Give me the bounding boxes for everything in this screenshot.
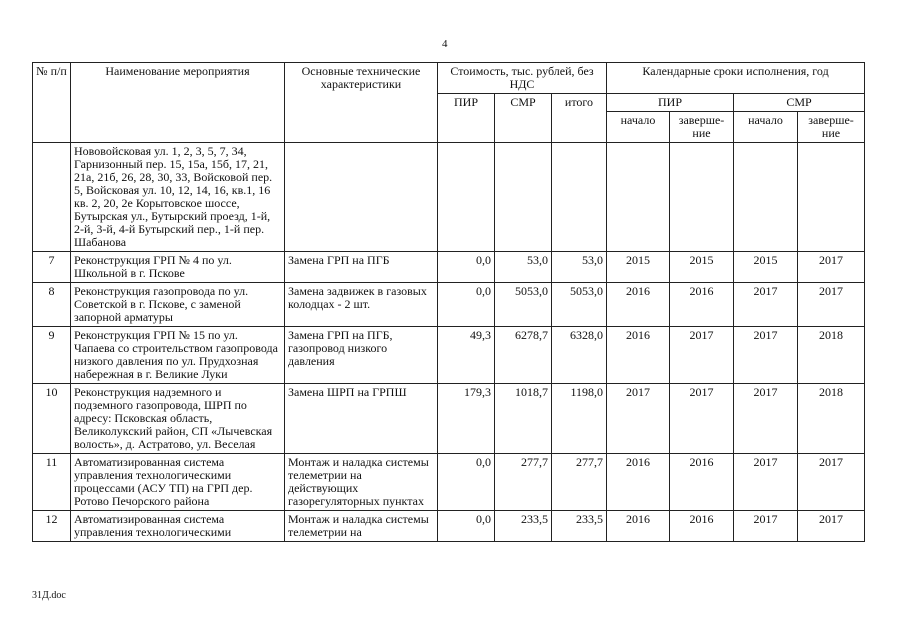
cell-smr-end: 2017 <box>798 511 865 542</box>
cell-smr <box>495 143 552 252</box>
cell-smr-end: 2018 <box>798 384 865 454</box>
cell-smr-end: 2017 <box>798 454 865 511</box>
cell-smr-start: 2017 <box>734 283 798 327</box>
cell-smr: 6278,7 <box>495 327 552 384</box>
header-smr-end: заверше-ние <box>798 112 865 143</box>
cell-name: Реконструкция надземного и подземного газопровода, ШРП по адресу: Псковская область, Великолукский район, СП «Лычевская волость», д. Астратово, ул. Веселая <box>71 384 285 454</box>
cell-num: 8 <box>33 283 71 327</box>
cell-pir-end: 2016 <box>670 283 734 327</box>
works-table-container <box>32 62 864 542</box>
cell-smr: 53,0 <box>495 252 552 283</box>
cell-name: Автоматизированная система управления технологическими <box>71 511 285 542</box>
cell-smr-end <box>798 143 865 252</box>
cell-total: 53,0 <box>552 252 607 283</box>
cell-total: 277,7 <box>552 454 607 511</box>
cell-pir-start <box>607 143 670 252</box>
cell-specs: Монтаж и наладка системы телеметрии на действующих газорегуляторных пунктах <box>285 454 438 511</box>
cell-pir-start: 2016 <box>607 454 670 511</box>
header-name: Наименование мероприятия <box>71 63 285 143</box>
table-header <box>33 63 865 143</box>
cell-pir-end: 2017 <box>670 384 734 454</box>
cell-smr-start: 2015 <box>734 252 798 283</box>
cell-total: 5053,0 <box>552 283 607 327</box>
cell-num: 12 <box>33 511 71 542</box>
table-row <box>33 283 865 327</box>
cell-specs: Замена ГРП на ПГБ, газопровод низкого давления <box>285 327 438 384</box>
cell-smr: 233,5 <box>495 511 552 542</box>
cell-num: 11 <box>33 454 71 511</box>
cell-pir: 179,3 <box>438 384 495 454</box>
header-specs: Основные технические характеристики <box>285 63 438 143</box>
header-schedule-smr: СМР <box>734 94 865 112</box>
cell-pir: 49,3 <box>438 327 495 384</box>
footer-filename: 31Д.doc <box>32 590 66 601</box>
table-row-continuation <box>33 143 865 252</box>
table-row <box>33 384 865 454</box>
cell-smr-start: 2017 <box>734 384 798 454</box>
table-body <box>33 143 865 542</box>
cell-pir-end <box>670 143 734 252</box>
cell-name: Автоматизированная система управления технологическими процессами (АСУ ТП) на ГРП дер. Ротово Печорского района <box>71 454 285 511</box>
cell-name: Реконструкция газопровода по ул. Советской в г. Пскове, с заменой запорной арматуры <box>71 283 285 327</box>
cell-specs <box>285 143 438 252</box>
cell-pir: 0,0 <box>438 252 495 283</box>
header-cost-smr: СМР <box>495 94 552 143</box>
cell-pir-start: 2016 <box>607 511 670 542</box>
cell-smr-start <box>734 143 798 252</box>
cell-pir-end: 2016 <box>670 454 734 511</box>
cell-name: Реконструкция ГРП № 4 по ул. Школьной в г. Пскове <box>71 252 285 283</box>
header-pir-start: начало <box>607 112 670 143</box>
cell-total: 6328,0 <box>552 327 607 384</box>
cell-pir-start: 2017 <box>607 384 670 454</box>
cell-pir-start: 2016 <box>607 327 670 384</box>
cell-total: 1198,0 <box>552 384 607 454</box>
cell-smr-start: 2017 <box>734 511 798 542</box>
cell-smr: 5053,0 <box>495 283 552 327</box>
header-pir-end: заверше-ние <box>670 112 734 143</box>
cell-pir-end: 2015 <box>670 252 734 283</box>
cell-specs: Замена задвижек в газовых колодцах - 2 шт. <box>285 283 438 327</box>
cell-pir: 0,0 <box>438 454 495 511</box>
table-row <box>33 327 865 384</box>
cell-pir-start: 2015 <box>607 252 670 283</box>
cell-pir: 0,0 <box>438 283 495 327</box>
cell-specs: Монтаж и наладка системы телеметрии на <box>285 511 438 542</box>
cell-specs: Замена ГРП на ПГБ <box>285 252 438 283</box>
cell-total <box>552 143 607 252</box>
header-cost-pir: ПИР <box>438 94 495 143</box>
cell-num: 7 <box>33 252 71 283</box>
cell-pir: 0,0 <box>438 511 495 542</box>
cell-pir-end: 2016 <box>670 511 734 542</box>
header-smr-start: начало <box>734 112 798 143</box>
cell-smr: 277,7 <box>495 454 552 511</box>
cell-name: Нововойсковая ул. 1, 2, 3, 5, 7, 34, Гарнизонный пер. 15, 15а, 15б, 17, 21, 21а, 21б, 26, 28, 30, 33, Войсковой пер. 5, Войсковая ул. 10, 12, 14, 16, кв.1, 16 кв. 2, 20, 2е Корытовское шоссе, Бутырская ул., Бутырский проезд, 1-й, 2-й, 3-й, 4-й Бутырский пер., 1-й пер. Шабанова <box>71 143 285 252</box>
header-cost-total: итого <box>552 94 607 143</box>
cell-specs: Замена ШРП на ГРПШ <box>285 384 438 454</box>
header-schedule-pir: ПИР <box>607 94 734 112</box>
cell-num: 10 <box>33 384 71 454</box>
header-cost: Стоимость, тыс. рублей, без НДС <box>438 63 607 94</box>
cell-smr-end: 2018 <box>798 327 865 384</box>
works-table <box>32 62 865 542</box>
table-row <box>33 454 865 511</box>
cell-name: Реконструкция ГРП № 15 по ул. Чапаева со строительством газопровода низкого давления по ул. Прудхозная набережная в г. Великие Луки <box>71 327 285 384</box>
cell-smr-start: 2017 <box>734 454 798 511</box>
cell-num <box>33 143 71 252</box>
header-schedule: Календарные сроки исполнения, год <box>607 63 865 94</box>
cell-smr: 1018,7 <box>495 384 552 454</box>
cell-pir-end: 2017 <box>670 327 734 384</box>
cell-total: 233,5 <box>552 511 607 542</box>
cell-pir <box>438 143 495 252</box>
cell-num: 9 <box>33 327 71 384</box>
page-number: 4 <box>442 38 448 50</box>
cell-smr-end: 2017 <box>798 252 865 283</box>
table-row <box>33 511 865 542</box>
header-num: № п/п <box>33 63 71 143</box>
table-row <box>33 252 865 283</box>
cell-smr-end: 2017 <box>798 283 865 327</box>
cell-pir-start: 2016 <box>607 283 670 327</box>
cell-smr-start: 2017 <box>734 327 798 384</box>
